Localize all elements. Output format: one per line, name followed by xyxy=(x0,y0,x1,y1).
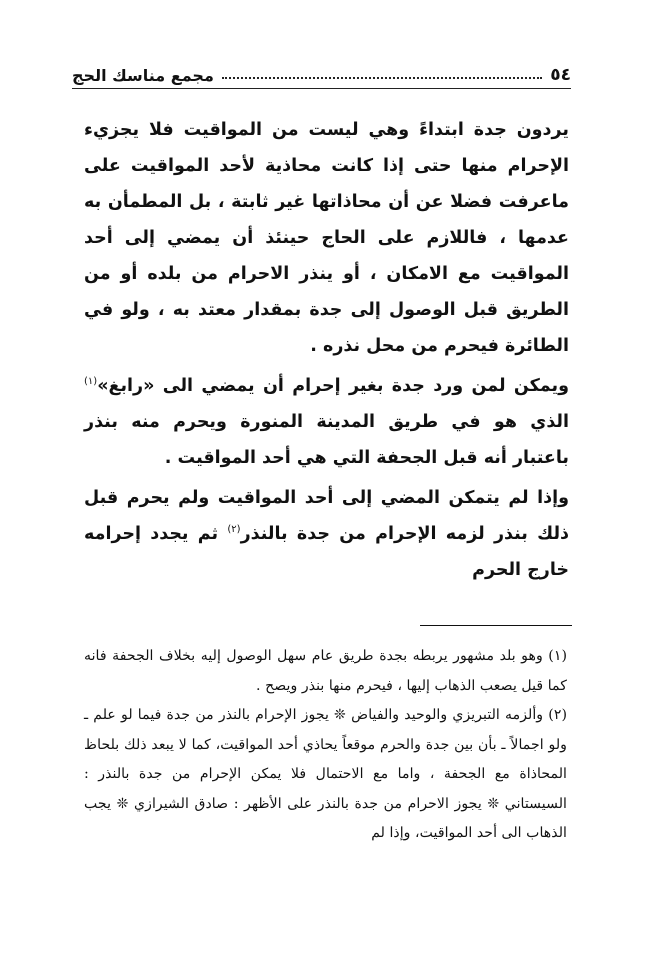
main-text xyxy=(84,112,569,592)
header-dotted-leader xyxy=(222,76,542,79)
paragraph: يردون جدة ابتداءً وهي ليست من المواقيت فلا يجزيء الإحرام منها حتى إذا كانت محاذية لأحد المواقيت على ماعرفت فضلا عن أن محاذاتها غير ثابتة ، بل المطمأن به عدمها ، فاللازم على الحاج حينئذ أن يمضي إلى أحد المواقيت مع الامكان ، أو ينذر الاحرام من بلده أو من الطريق قبل الوصول إلى جدة بمقدار معتد به ، ولو في الطائرة فيحرم من محل نذره . xyxy=(84,120,569,356)
footnote: (٢) وألزمه التبريزي والوحيد والفياض ❊ يجوز الإحرام بالنذر من جدة فيما لو علم ـ ولو اجمالاً ـ بأن بين جدة والحرم موقعاً يحاذي أحد المواقيت، كما لا يبعد ذلك بلحاظ المحاذاة مع الجحفة ، واما مع الاحتمال فلا يمكن الإحرام من جدة بالنذر : السيستاني ❊ يجوز الاحرام من جدة بالنذر على الأظهر : صادق الشيرازي ❊ يجب الذهاب الى أحد المواقيت، وإذا لم xyxy=(84,707,567,841)
paragraph xyxy=(84,368,569,476)
header-rule xyxy=(72,88,571,89)
running-header xyxy=(72,55,571,85)
footnote-separator xyxy=(420,625,572,626)
footnote: (١) وهو بلد مشهور يربطه بجدة طريق عام سهل الوصول إليه بخلاف الجحفة فانه كما قيل يصعب الذهاب إليها ، فيحرم منها بنذر ويصح . xyxy=(84,648,567,694)
paragraph xyxy=(84,480,569,588)
footnote-ref[interactable]: (٢) xyxy=(227,524,241,536)
page-number: ٥٤ xyxy=(550,65,571,85)
book-title: مجمع مناسك الحج xyxy=(72,66,214,85)
paragraph-text: ثم يجدد إحرامه خارج الحرم xyxy=(84,524,569,580)
footnote-ref[interactable]: (١) xyxy=(84,376,98,388)
paragraph-text: ويمكن لمن ورد جدة بغير إحرام أن يمضي الى «رابغ» xyxy=(97,376,569,396)
paragraph-text: الذي هو في طريق المدينة المنورة ويحرم منه بنذر باعتبار أنه قبل الجحفة التي هي أحد المواقيت . xyxy=(84,412,569,468)
paragraph-text: وإذا لم يتمكن المضي إلى أحد المواقيت ولم يحرم قبل ذلك بنذر لزمه الإحرام من جدة بالنذر xyxy=(84,488,569,544)
footnotes xyxy=(84,642,567,849)
